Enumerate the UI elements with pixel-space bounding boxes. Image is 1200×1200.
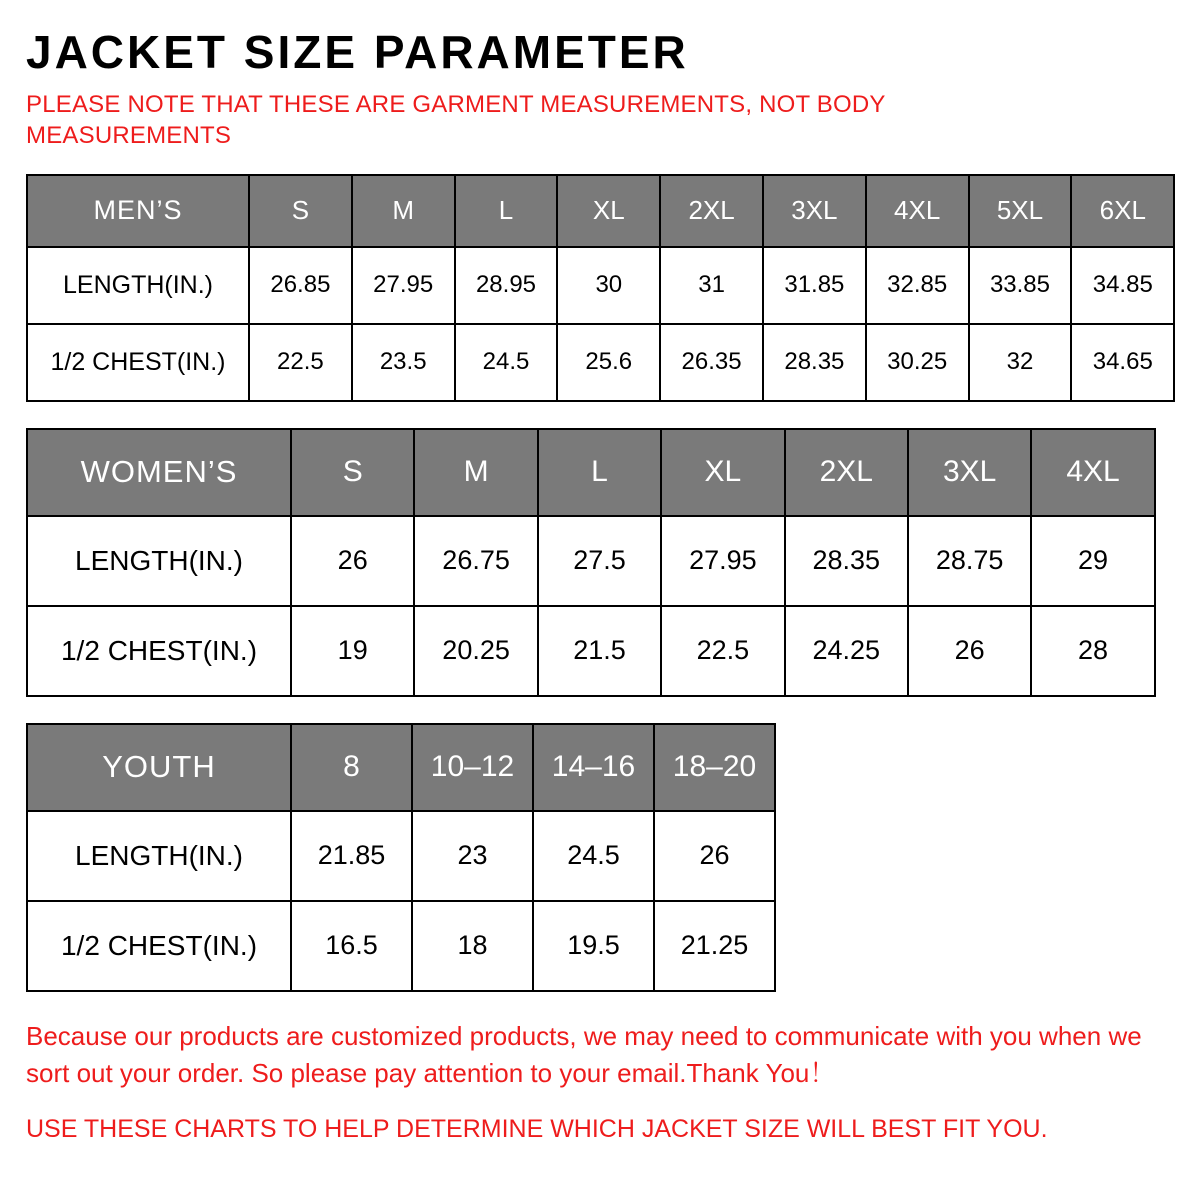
row-label: 1/2 CHEST(IN.) — [27, 901, 291, 991]
measurement-cell: 28 — [1031, 606, 1154, 696]
measurement-cell: 23 — [412, 811, 533, 901]
size-header-cell: XL — [557, 175, 660, 247]
customization-notice: Because our products are customized products, we may need to communicate with you when we sort out your order. So please pay attention to your email.Thank You！ — [26, 1020, 1142, 1089]
measurement-cell: 27.95 — [661, 516, 784, 606]
youth-table-title: YOUTH — [27, 724, 291, 811]
table-header-row — [27, 175, 1174, 247]
size-header-cell: 5XL — [969, 175, 1072, 247]
measurement-cell: 26 — [654, 811, 775, 901]
measurement-cell: 25.6 — [557, 324, 660, 401]
measurement-cell: 26.75 — [414, 516, 537, 606]
row-label: LENGTH(IN.) — [27, 811, 291, 901]
size-header-cell: 4XL — [866, 175, 969, 247]
measurement-disclaimer: PLEASE NOTE THAT THESE ARE GARMENT MEASUREMENTS, NOT BODY MEASUREMENTS — [26, 91, 886, 150]
size-header-cell: 18–20 — [654, 724, 775, 811]
size-header-cell: 3XL — [908, 429, 1031, 516]
measurement-cell: 28.95 — [455, 247, 558, 324]
measurement-cell: 24.25 — [785, 606, 908, 696]
mens-size-table — [26, 174, 1175, 402]
measurement-cell: 31 — [660, 247, 763, 324]
measurement-cell: 22.5 — [249, 324, 352, 401]
measurement-cell: 24.5 — [455, 324, 558, 401]
measurement-cell: 23.5 — [352, 324, 455, 401]
measurement-cell: 28.75 — [908, 516, 1031, 606]
measurement-cell: 22.5 — [661, 606, 784, 696]
measurement-cell: 30 — [557, 247, 660, 324]
size-header-cell: 2XL — [785, 429, 908, 516]
size-header-cell: 2XL — [660, 175, 763, 247]
measurement-cell: 19 — [291, 606, 414, 696]
measurement-cell: 29 — [1031, 516, 1154, 606]
size-header-cell: S — [291, 429, 414, 516]
size-header-cell: 8 — [291, 724, 412, 811]
measurement-cell: 26.35 — [660, 324, 763, 401]
measurement-cell: 28.35 — [785, 516, 908, 606]
table-row — [27, 606, 1155, 696]
measurement-cell: 27.95 — [352, 247, 455, 324]
row-label: LENGTH(IN.) — [27, 516, 291, 606]
size-header-cell: L — [538, 429, 661, 516]
table-row — [27, 811, 775, 901]
row-label: LENGTH(IN.) — [27, 247, 249, 324]
measurement-cell: 32 — [969, 324, 1072, 401]
womens-table-title: WOMEN’S — [27, 429, 291, 516]
mens-table-title: MEN’S — [27, 175, 249, 247]
measurement-cell: 26 — [908, 606, 1031, 696]
measurement-cell: 18 — [412, 901, 533, 991]
size-header-cell: 10–12 — [412, 724, 533, 811]
measurement-cell: 33.85 — [969, 247, 1072, 324]
table-row — [27, 516, 1155, 606]
measurement-cell: 26.85 — [249, 247, 352, 324]
table-row — [27, 324, 1174, 401]
measurement-cell: 16.5 — [291, 901, 412, 991]
measurement-cell: 21.5 — [538, 606, 661, 696]
measurement-cell: 28.35 — [763, 324, 866, 401]
chart-usage-notice: USE THESE CHARTS TO HELP DETERMINE WHICH JACKET SIZE WILL BEST FIT YOU. — [26, 1115, 1048, 1144]
row-label: 1/2 CHEST(IN.) — [27, 324, 249, 401]
size-header-cell: M — [352, 175, 455, 247]
table-row — [27, 901, 775, 991]
table-header-row — [27, 429, 1155, 516]
measurement-cell: 21.85 — [291, 811, 412, 901]
size-header-cell: L — [455, 175, 558, 247]
measurement-cell: 21.25 — [654, 901, 775, 991]
measurement-cell: 20.25 — [414, 606, 537, 696]
measurement-cell: 32.85 — [866, 247, 969, 324]
table-header-row — [27, 724, 775, 811]
size-header-cell: S — [249, 175, 352, 247]
size-header-cell: 3XL — [763, 175, 866, 247]
measurement-cell: 31.85 — [763, 247, 866, 324]
measurement-cell: 27.5 — [538, 516, 661, 606]
womens-size-table — [26, 428, 1156, 697]
measurement-cell: 19.5 — [533, 901, 654, 991]
row-label: 1/2 CHEST(IN.) — [27, 606, 291, 696]
size-header-cell: 14–16 — [533, 724, 654, 811]
table-row — [27, 247, 1174, 324]
measurement-cell: 24.5 — [533, 811, 654, 901]
youth-size-table — [26, 723, 776, 992]
measurement-cell: 34.85 — [1071, 247, 1174, 324]
size-header-cell: 6XL — [1071, 175, 1174, 247]
size-header-cell: XL — [661, 429, 784, 516]
measurement-cell: 34.65 — [1071, 324, 1174, 401]
measurement-cell: 30.25 — [866, 324, 969, 401]
page-title: JACKET SIZE PARAMETER — [26, 26, 689, 78]
size-header-cell: 4XL — [1031, 429, 1154, 516]
measurement-cell: 26 — [291, 516, 414, 606]
size-header-cell: M — [414, 429, 537, 516]
